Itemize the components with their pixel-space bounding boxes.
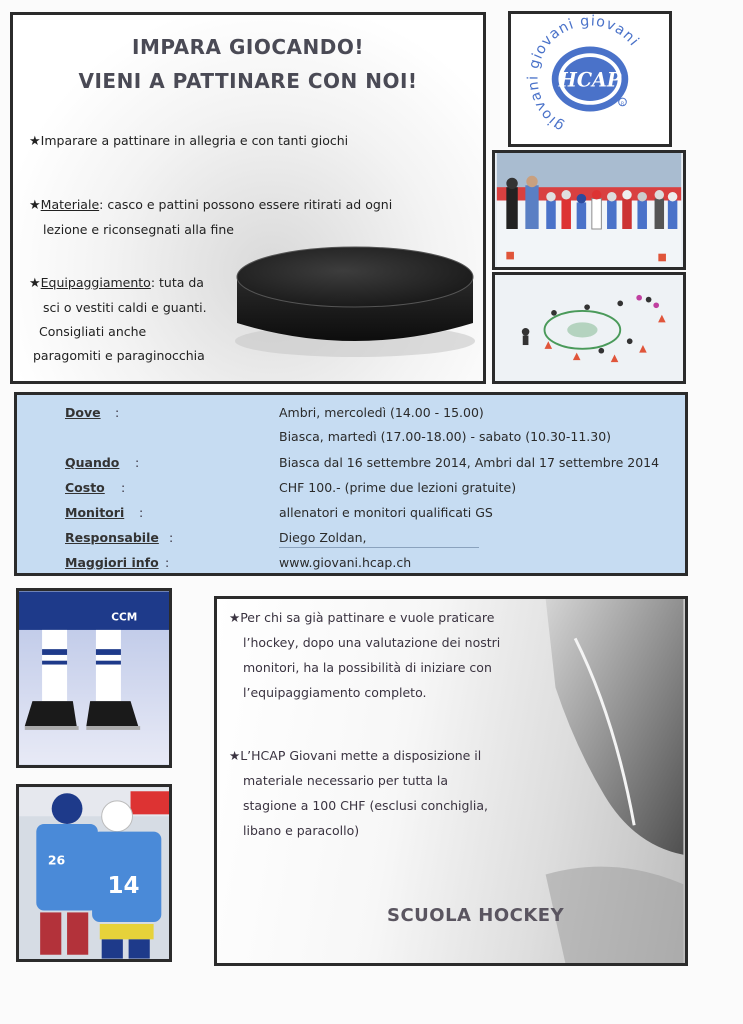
hockey-school-panel	[214, 596, 688, 966]
ccm-brand-text: CCM	[111, 611, 138, 624]
photo-skates-legs	[16, 588, 172, 768]
costo-colon: :	[121, 480, 126, 495]
jersey-number-26: 26	[47, 852, 66, 868]
bullet-material-label: Materiale	[40, 197, 100, 212]
bullet-equipment	[29, 271, 249, 368]
paragraph-advanced-line4: l’equipaggiamento completo.	[243, 685, 427, 700]
responsabile-colon: :	[169, 530, 174, 545]
photo-kids-jerseys	[16, 784, 172, 962]
bullet-equipment-line4: paragomiti e paraginocchia	[33, 348, 205, 363]
bullet-fun	[29, 129, 348, 154]
quando-value: Biasca dal 16 settembre 2014, Ambri dal 17 settembre 2014	[279, 455, 660, 470]
svg-text:R: R	[620, 101, 625, 107]
paragraph-rental-line3: stagione a 100 CHF (esclusi conchiglia,	[243, 798, 489, 813]
paragraph-rental-line1: L’HCAP Giovani mette a disposizione il	[240, 748, 482, 763]
dove-value-biasca: Biasca, martedì (17.00-18.00) - sabato (10.30-11.30)	[279, 429, 612, 444]
course-info-panel	[14, 392, 688, 576]
costo-label: Costo	[65, 480, 105, 495]
jersey-number-14: 14	[107, 873, 140, 900]
bullet-equipment-line3: Consigliati anche	[39, 324, 147, 339]
main-announcement-panel	[10, 12, 486, 384]
bullet-equipment-text: : tuta da	[150, 275, 204, 290]
paragraph-advanced-line3: monitori, ha la possibilità di iniziare con	[243, 660, 492, 675]
photo-kids-group	[492, 150, 686, 270]
kids-rink-illustration	[495, 275, 683, 381]
headline-line-1: IMPARA GIOCANDO!	[132, 35, 364, 59]
kids-group-illustration	[495, 153, 683, 267]
star-icon: ★	[229, 748, 241, 763]
bullet-material-text: : casco e pattini possono essere ritirati ad ogni	[99, 197, 393, 212]
dove-value-ambri: Ambri, mercoledì (14.00 - 15.00)	[279, 405, 484, 420]
kids-jerseys-illustration	[19, 787, 169, 959]
paragraph-equipment-rental	[229, 743, 529, 843]
headline-line-2: VIENI A PATTINARE CON NOI!	[78, 69, 418, 93]
svg-text:giovani giovani giovani: giovani giovani giovani	[525, 14, 643, 135]
bullet-material	[29, 193, 469, 242]
responsabile-label: Responsabile	[65, 530, 159, 545]
maggiori-info-colon: :	[165, 555, 170, 570]
monitori-colon: :	[139, 505, 144, 520]
paragraph-advanced-skaters	[229, 605, 549, 705]
photo-kids-rink	[492, 272, 686, 384]
star-icon: ★	[29, 134, 41, 149]
hockey-puck-image	[233, 237, 477, 359]
quando-label: Quando	[65, 455, 120, 470]
bullet-fun-text: Imparare a pattinare in allegria e con tanti giochi	[40, 133, 349, 148]
quando-colon: :	[135, 455, 140, 470]
costo-value: CHF 100.- (prime due lezioni gratuite)	[279, 480, 517, 495]
paragraph-advanced-line2: l’hockey, dopo una valutazione dei nostri	[243, 635, 501, 650]
paragraph-rental-line2: materiale necessario per tutta la	[243, 773, 449, 788]
monitori-value: allenatori e monitori qualificati GS	[279, 505, 493, 520]
dove-colon: :	[115, 405, 120, 420]
website-link[interactable]: www.giovani.hcap.ch	[279, 555, 412, 570]
star-icon: ★	[29, 276, 41, 291]
svg-text:HCAP: HCAP	[558, 68, 622, 92]
hcap-logo-icon	[511, 14, 669, 144]
skates-legs-illustration	[19, 591, 169, 765]
paragraph-advanced-line1: Per chi sa già pattinare e vuole praticare	[240, 610, 495, 625]
dove-label: Dove	[65, 405, 101, 420]
divider-line	[279, 547, 479, 548]
hcap-giovani-logo-panel	[508, 11, 672, 147]
star-icon: ★	[29, 198, 41, 213]
bullet-equipment-line2: sci o vestiti caldi e guanti.	[43, 300, 207, 315]
star-icon: ★	[229, 610, 241, 625]
monitori-label: Monitori	[65, 505, 125, 520]
scuola-hockey-heading: SCUOLA HOCKEY	[387, 905, 565, 926]
responsabile-value: Diego Zoldan,	[279, 530, 367, 545]
maggiori-info-label: Maggiori info	[65, 555, 159, 570]
bullet-material-line2: lezione e riconsegnati alla fine	[43, 222, 234, 237]
paragraph-rental-line4: libano e paracollo)	[243, 823, 360, 838]
bullet-equipment-label: Equipaggiamento	[40, 275, 151, 290]
